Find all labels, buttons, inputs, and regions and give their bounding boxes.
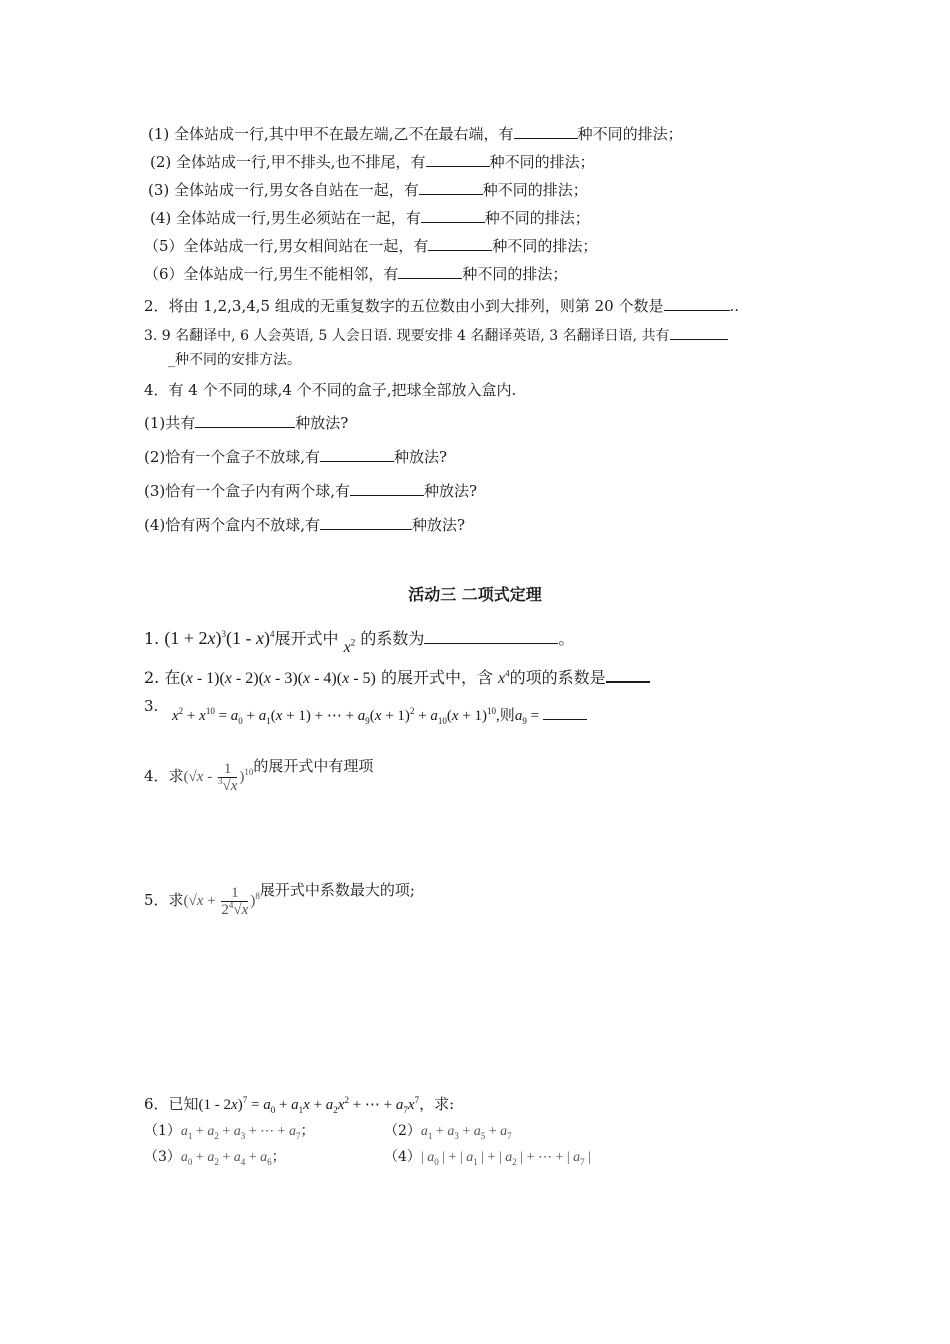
binomial-question-3-number [144, 696, 158, 716]
question-3-cont [168, 350, 301, 370]
question-text: 4．求 [144, 767, 184, 785]
binomial-question-4 [144, 754, 373, 799]
question-text: (3)恰有一个盒子内有两个球,有 [144, 482, 351, 500]
answer-blank[interactable] [514, 124, 578, 139]
answer-blank[interactable] [421, 208, 485, 223]
question-text: 种不同的排法； [577, 125, 683, 143]
question-1-6 [144, 264, 567, 284]
sub-question-number: （1） [144, 1123, 181, 1139]
question-text: (2)恰有一个盒子不放球,有 [144, 448, 321, 466]
question-text: _种不同的安排方法。 [168, 352, 301, 368]
formula: $(1 + 2x)^3(1 - x)^4$ [164, 628, 275, 648]
answer-blank[interactable] [350, 481, 424, 496]
formula: $x^2 + x^{10} = a_0 + a_1(x + 1)$ + ⋯ + $a_9(x + 1)^2 + a_{10}(x + 1)^{10}$ [172, 706, 497, 726]
formula: $x^4$ [498, 668, 510, 687]
punctuation: ； [300, 1123, 315, 1139]
question-4-2 [144, 447, 447, 467]
question-text: （5）全体站成一行,男女相间站在一起，有 [144, 237, 429, 255]
question-4-1 [144, 413, 348, 433]
question-text: ，求: [419, 1095, 455, 1113]
binomial-question-6 [144, 1094, 454, 1115]
question-text: 在 [164, 668, 181, 687]
binomial-question-6-1 [144, 1121, 315, 1142]
question-text: 的展开式中有理项 [253, 757, 374, 775]
question-text: (4)恰有两个盒内不放球,有 [144, 516, 321, 534]
answer-blank[interactable] [195, 413, 295, 428]
answer-blank[interactable] [428, 236, 492, 251]
question-text: 6．已知 [144, 1095, 199, 1113]
question-number: 2. [144, 668, 160, 687]
section-title: 活动三 二项式定理 [408, 585, 542, 604]
question-1-4 [150, 208, 590, 228]
question-text: (2) 全体站成一行,甲不排头,也不排尾，有 [150, 153, 426, 171]
answer-blank[interactable] [543, 711, 587, 720]
binomial-question-6-3 [144, 1147, 286, 1168]
question-text: 3. 9 名翻译中, 6 人会英语, 5 人会日语. 现要安排 4 名翻译英语, 3 名翻译日语, 共有 [144, 328, 670, 344]
binomial-question-5 [144, 878, 415, 923]
question-text: 的展开式中，含 [380, 668, 493, 687]
question-text: 5．求 [144, 891, 184, 909]
question-text: 种放法? [295, 414, 349, 432]
formula: (√x - $\frac{1}{^3√x}$ )$^{10}$ [183, 761, 254, 795]
question-text: 的系数为 [360, 629, 425, 648]
answer-blank[interactable] [664, 296, 730, 311]
question-4-3 [144, 481, 477, 501]
formula: (√x + $\frac{1}{2^4√x}$ )$^8$ [183, 885, 260, 919]
question-number: 3. [144, 697, 159, 715]
binomial-question-1 [144, 626, 575, 656]
answer-blank[interactable] [320, 515, 412, 530]
binomial-question-6-2 [384, 1121, 512, 1142]
question-text: 的项的系数是 [509, 668, 606, 687]
formula: $a_1 + a_3 + a_5 + a_7$ [420, 1124, 512, 1141]
question-text: ,则 [496, 708, 515, 724]
question-text: 种不同的排法； [484, 209, 590, 227]
question-4-4 [144, 515, 465, 535]
question-text: (3) 全体站成一行,男女各自站在一起，有 [148, 181, 419, 199]
question-text: 展开式中系数最大的项; [259, 881, 415, 899]
question-1-5 [144, 236, 597, 256]
question-number: 1. [144, 629, 160, 648]
question-text: 种放法? [394, 448, 448, 466]
answer-blank[interactable] [670, 325, 728, 340]
question-text: （6）全体站成一行,男生不能相邻，有 [144, 265, 399, 283]
formula: $(1 - 2x)^7 = a_0 + a_1x + a_2x^2$ + ⋯ + $a_7x^7$ [198, 1095, 420, 1115]
answer-blank[interactable] [606, 667, 650, 683]
question-text: 种不同的排法； [489, 153, 595, 171]
sub-question-number: （3） [144, 1149, 181, 1165]
formula: $a_0 + a_2 + a_4 + a_6$ [180, 1150, 272, 1167]
question-text: 种放法? [424, 482, 478, 500]
sub-question-number: （2） [384, 1123, 421, 1139]
formula: $a_1 + a_2 + a_3$ + ⋯ + $a_7$ [180, 1124, 301, 1141]
question-text: 种不同的排法； [482, 181, 588, 199]
binomial-question-6-4 [384, 1147, 591, 1168]
question-text: (1) 全体站成一行,其中甲不在最左端,乙不在最右端，有 [148, 125, 514, 143]
question-text: 2．将由 1,2,3,4,5 组成的无重复数字的五位数由小到大排列，则第 20 个数是 [144, 297, 664, 315]
answer-blank[interactable] [320, 447, 394, 462]
question-text: 4．有 4 个不同的球,4 个不同的盒子,把球全部放入盒内. [144, 381, 517, 399]
question-4-title [144, 380, 516, 400]
question-text: 展开式中 [274, 629, 339, 648]
answer-blank[interactable] [398, 264, 462, 279]
question-text: 种不同的排法； [462, 265, 568, 283]
formula: | $a_0$ | + | $a_1$ | + | $a_2$ | + ⋯ + | $a_7$ | [420, 1150, 591, 1167]
question-text: (4) 全体站成一行,男生必须站在一起，有 [150, 209, 421, 227]
answer-blank[interactable] [424, 629, 558, 644]
question-text: 种放法? [412, 516, 466, 534]
formula: $x^2$ [343, 637, 356, 656]
question-text: (1)共有 [144, 414, 196, 432]
sub-question-number: （4） [384, 1149, 421, 1165]
question-text: 种不同的排法； [492, 237, 598, 255]
question-1-3 [148, 180, 588, 200]
answer-blank[interactable] [426, 152, 490, 167]
binomial-question-3 [172, 706, 587, 726]
punctuation: ； [271, 1149, 286, 1165]
question-2 [144, 296, 739, 316]
question-3 [144, 325, 728, 346]
question-text: 。 [558, 629, 575, 648]
formula: (x - 1)(x - 2)(x - 3)(x - 4)(x - 5) [180, 670, 376, 687]
question-1-1 [148, 124, 683, 144]
question-1-2 [150, 152, 595, 172]
question-text: .. [729, 297, 740, 315]
formula: $a_9$ = [514, 708, 543, 726]
answer-blank[interactable] [419, 180, 483, 195]
binomial-question-2 [144, 666, 650, 691]
